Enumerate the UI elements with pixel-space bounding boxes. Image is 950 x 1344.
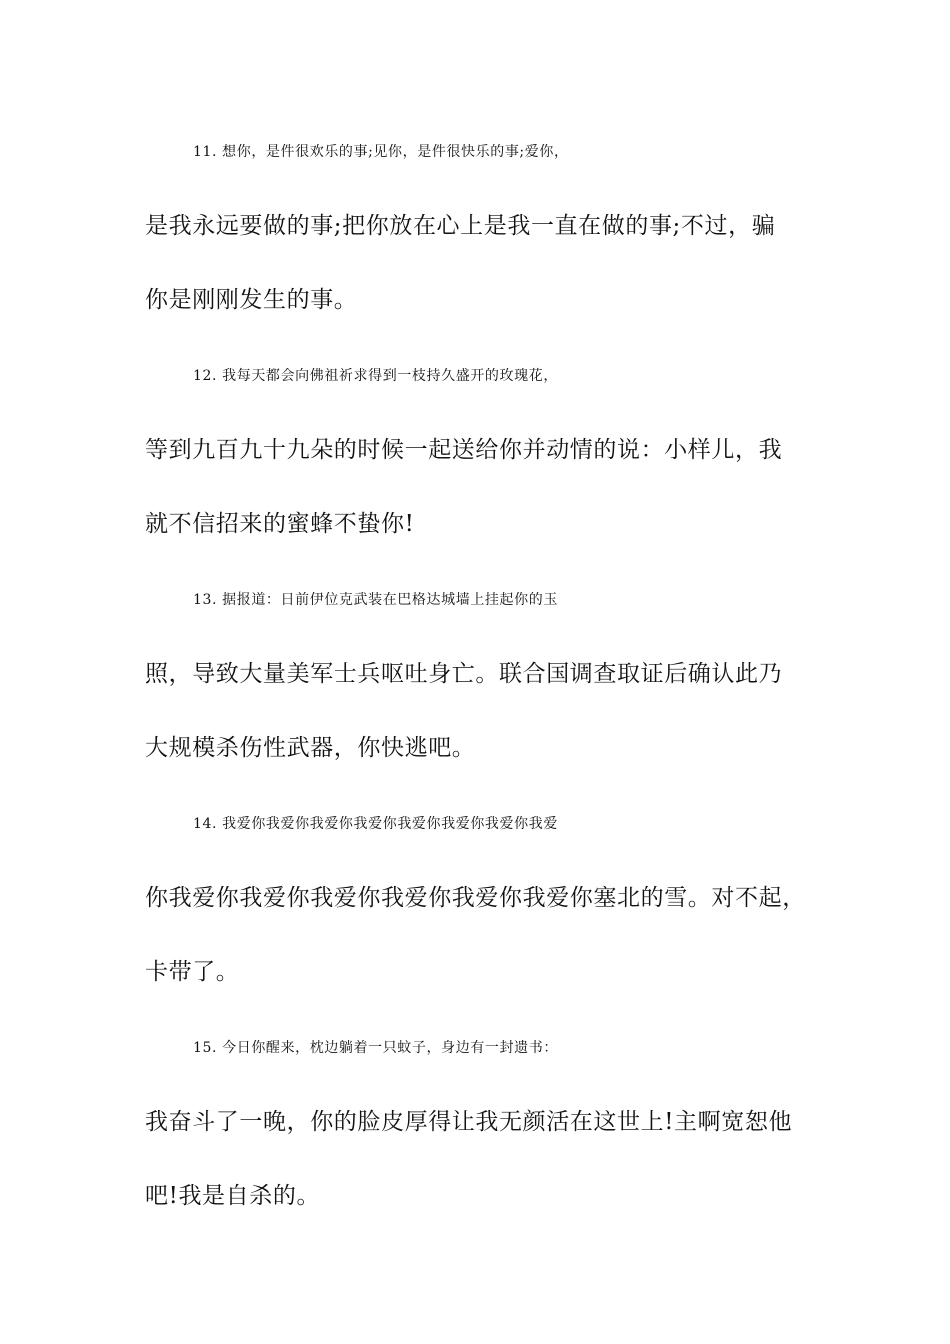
paragraph-15-line-1: 15. 今日你醒来，枕边躺着一只蚊子，身边有一封遗书： bbox=[193, 1040, 558, 1056]
paragraph-14-line-3: 卡带了。 bbox=[145, 959, 240, 985]
paragraph-11-line-3: 你是刚刚发生的事。 bbox=[145, 287, 358, 313]
paragraph-11-line-2: 是我永远要做的事;把你放在心上是我一直在做的事;不过，骗 bbox=[145, 213, 776, 239]
paragraph-12-line-1: 12. 我每天都会向佛祖祈求得到一枝持久盛开的玫瑰花， bbox=[193, 368, 558, 384]
paragraph-14-line-1: 14. 我爱你我爱你我爱你我爱你我爱你我爱你我爱你我爱 bbox=[193, 816, 558, 832]
paragraph-14-line-2: 你我爱你我爱你我爱你我爱你我爱你我爱你塞北的雪。对不起， bbox=[145, 885, 806, 911]
paragraph-15-line-2: 我奋斗了一晚，你的脸皮厚得让我无颜活在这世上!主啊宽恕他 bbox=[145, 1109, 793, 1135]
paragraph-12-line-3: 就不信招来的蜜蜂不蛰你! bbox=[145, 511, 415, 537]
paragraph-13-line-2: 照，导致大量美军士兵呕吐身亡。联合国调查取证后确认此乃 bbox=[145, 661, 783, 687]
paragraph-15-line-3: 吧!我是自杀的。 bbox=[145, 1183, 321, 1209]
paragraph-12-line-2: 等到九百九十九朵的时候一起送给你并动情的说：小样儿，我 bbox=[145, 437, 783, 463]
paragraph-11-line-1: 11. 想你，是件很欢乐的事;见你，是件很快乐的事;爱你， bbox=[193, 144, 569, 160]
paragraph-13-line-3: 大规模杀伤性武器，你快逃吧。 bbox=[145, 735, 476, 761]
paragraph-13-line-1: 13. 据报道：日前伊位克武装在巴格达城墙上挂起你的玉 bbox=[193, 592, 558, 608]
